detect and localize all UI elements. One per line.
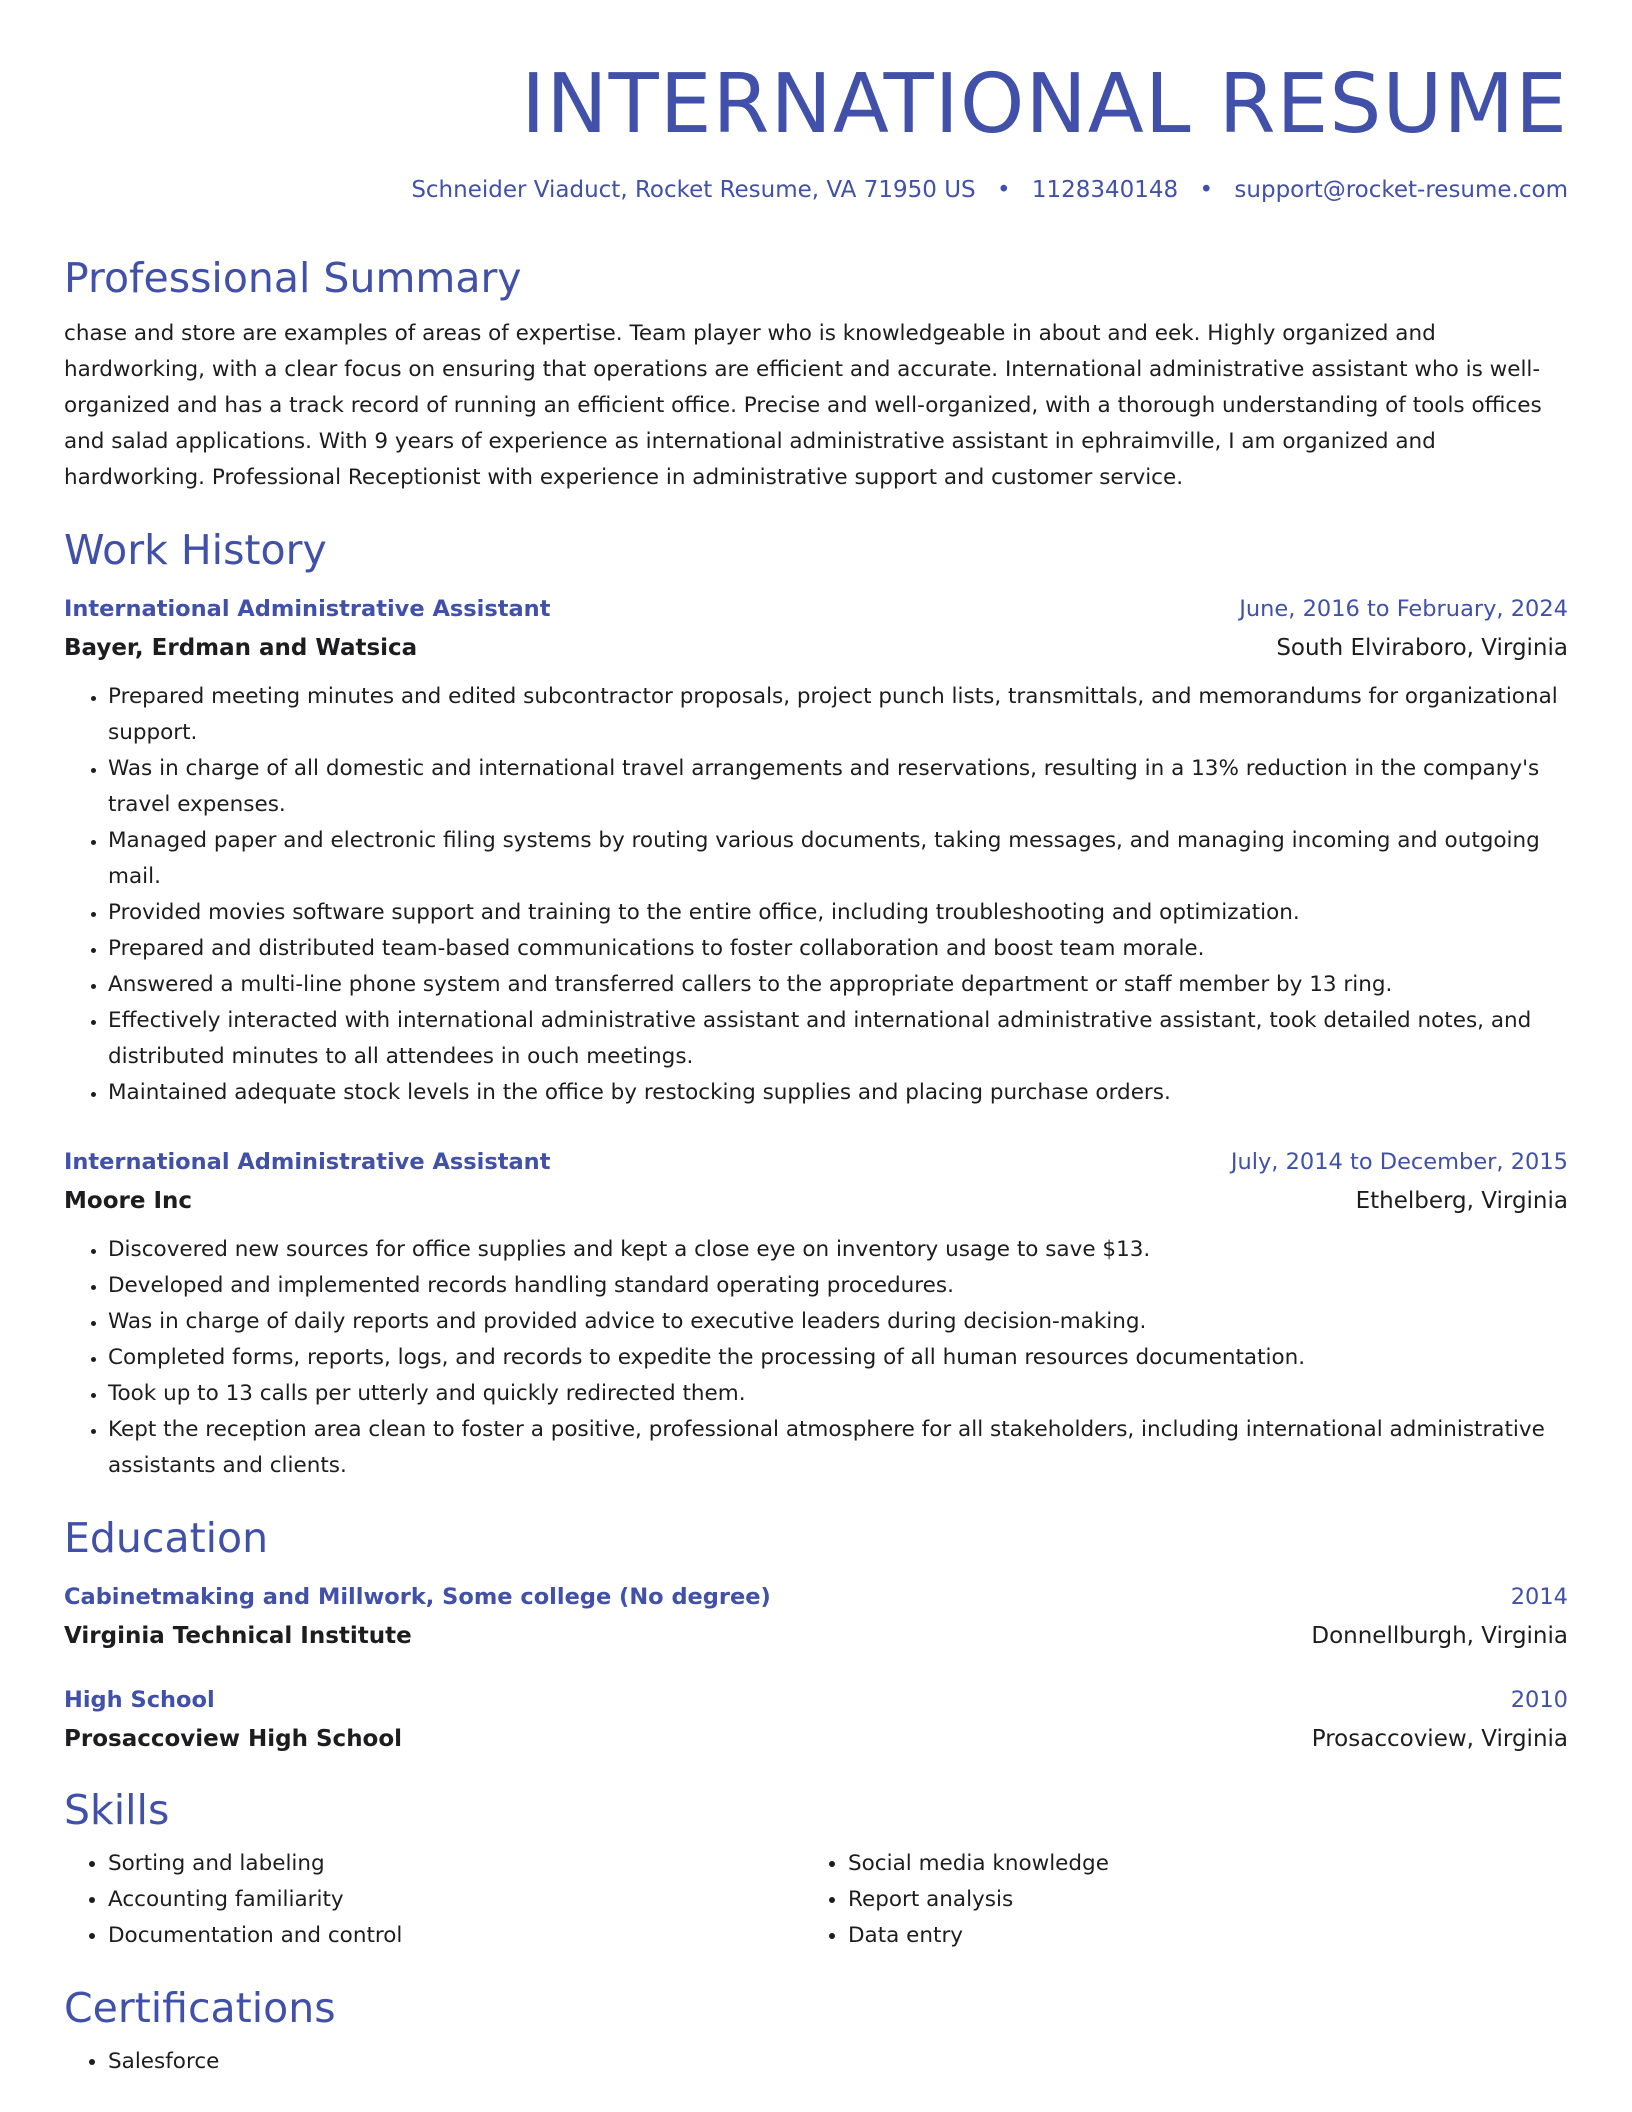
education-school: Virginia Technical Institute [64,1623,412,1649]
education-year: 2014 [1510,1584,1568,1610]
job-bullet: • Provided movies software support and training to the entire office, including troubleshooting and optimization. [108,895,1568,931]
contact-separator: • [1199,177,1214,203]
education-heading: Education [64,1514,269,1562]
skills-list-left [64,1846,804,1954]
skills-list-right [804,1846,1568,1954]
contact-phone: 1128340148 [1031,177,1179,203]
contact-line [64,174,1568,206]
summary-heading: Professional Summary [64,254,522,302]
job-bullet: • Maintained adequate stock levels in the office by restocking supplies and placing purchase orders. [108,1075,1568,1111]
job-bullets [64,1232,1568,1484]
job-bullet: • Kept the reception area clean to foster a positive, professional atmosphere for all stakeholders, including international administrative assistants and clients. [108,1412,1568,1484]
education-school: Prosaccoview High School [64,1726,403,1752]
education-location: Prosaccoview, Virginia [1311,1726,1568,1752]
certification-item: • Salesforce [108,2044,1568,2080]
job-bullet: • Effectively interacted with international administrative assistant and international administrative assistant, took detailed notes, and distributed minutes to all attendees in ouch meetings. [108,1003,1568,1075]
education-school-row [64,1619,1568,1653]
job-bullet: • Prepared and distributed team-based communications to foster collaboration and boost team morale. [108,931,1568,967]
job-entry [64,592,1568,1111]
job-title-row [64,592,1568,626]
job-bullet: • Managed paper and electronic filing systems by routing various documents, taking messages, and managing incoming and outgoing mail. [108,823,1568,895]
job-company: Moore Inc [64,1188,193,1214]
job-entry [64,1145,1568,1484]
skill-item: • Sorting and labeling [108,1846,804,1882]
resume-title: INTERNATIONAL RESUME [521,57,1568,152]
job-bullet: • Answered a multi-line phone system and transferred callers to the appropriate department or staff member by 13 ring. [108,967,1568,1003]
education-year: 2010 [1510,1687,1568,1713]
job-company-row [64,631,1568,665]
education-degree: Cabinetmaking and Millwork, Some college (No degree) [64,1584,771,1610]
certifications-section [64,1980,1568,2080]
certifications-heading: Certifications [64,1984,336,2032]
contact-separator: • [996,177,1011,203]
job-bullet: • Was in charge of daily reports and provided advice to executive leaders during decision-making. [108,1304,1568,1340]
skill-item: • Documentation and control [108,1918,804,1954]
contact-email[interactable]: support@rocket-resume.com [1234,177,1568,203]
job-bullet: • Discovered new sources for office supplies and kept a close eye on inventory usage to save $13. [108,1232,1568,1268]
job-dates: June, 2016 to February, 2024 [1239,596,1568,622]
job-bullets [64,679,1568,1111]
education-location: Donnellburgh, Virginia [1311,1623,1568,1649]
job-location: Ethelberg, Virginia [1355,1188,1568,1214]
job-bullet: • Prepared meeting minutes and edited subcontractor proposals, project punch lists, transmittals, and memorandums for organizational support. [108,679,1568,751]
education-entry [64,1580,1568,1653]
education-degree-row [64,1683,1568,1717]
job-location: South Elviraboro, Virginia [1276,635,1568,661]
education-degree: High School [64,1687,215,1713]
job-company: Bayer, Erdman and Watsica [64,635,418,661]
certifications-list [64,2044,1568,2080]
job-bullet: • Took up to 13 calls per utterly and quickly redirected them. [108,1376,1568,1412]
skill-item: • Report analysis [848,1882,1568,1918]
skill-item: • Accounting familiarity [108,1882,804,1918]
summary-section [64,250,1568,496]
skills-columns [64,1846,1568,1954]
job-bullet: • Completed forms, reports, logs, and records to expedite the processing of all human resources documentation. [108,1340,1568,1376]
education-entry [64,1683,1568,1756]
job-bullet: • Developed and implemented records handling standard operating procedures. [108,1268,1568,1304]
job-company-row [64,1184,1568,1218]
resume-header [64,50,1568,206]
summary-text: chase and store are examples of areas of expertise. Team player who is knowledgeable in about and eek. Highly organized and hardworking, with a clear focus on ensuring that operations are efficient and accurate. International administrative assistant who is well-organized and has a track record of running an efficient office. Precise and well-organized, with a thorough understanding of tools offices and salad applications. With 9 years of experience as international administrative assistant in ephraimville, I am organized and hardworking. Professional Receptionist with experience in administrative support and customer service. [64,321,1542,490]
job-title-row [64,1145,1568,1179]
contact-address: Schneider Viaduct, Rocket Resume, VA 71950 US [411,177,976,203]
education-section [64,1510,1568,1756]
job-title: International Administrative Assistant [64,1149,551,1175]
education-degree-row [64,1580,1568,1614]
work-history-section [64,522,1568,1484]
skill-item: • Social media knowledge [848,1846,1568,1882]
skills-section [64,1782,1568,1954]
skills-heading: Skills [64,1786,170,1834]
education-school-row [64,1722,1568,1756]
work-history-heading: Work History [64,526,327,574]
job-title: International Administrative Assistant [64,596,551,622]
skill-item: • Data entry [848,1918,1568,1954]
job-dates: July, 2014 to December, 2015 [1230,1149,1568,1175]
job-bullet: • Was in charge of all domestic and international travel arrangements and reservations, resulting in a 13% reduction in the company's travel expenses. [108,751,1568,823]
